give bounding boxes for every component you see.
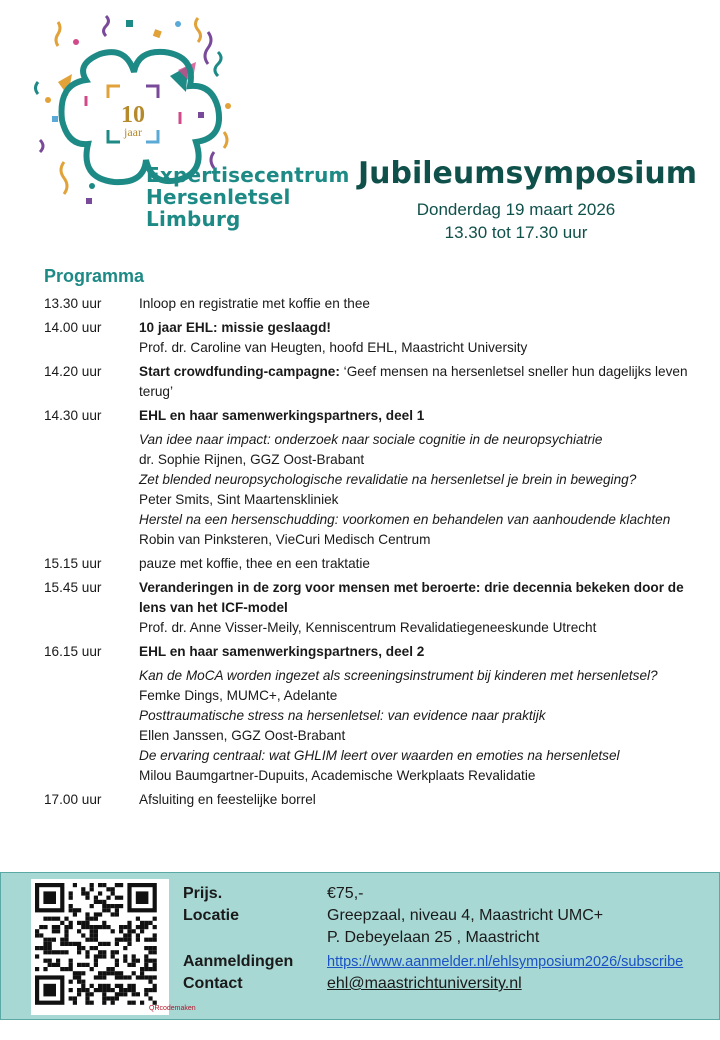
contact-label: Contact bbox=[183, 975, 243, 992]
program-title: Start crowdfunding-campagne: bbox=[139, 364, 340, 379]
program-time: 14.20 uur bbox=[44, 364, 102, 379]
talk-title: Van idee naar impact: onderzoek naar sociale cognitie in de neuropsychiatrie bbox=[139, 432, 603, 447]
prijs-value: €75,- bbox=[327, 885, 364, 902]
program-time: 17.00 uur bbox=[44, 792, 102, 807]
program-item bbox=[44, 554, 694, 574]
talk-speaker: Robin van Pinksteren, VieCuri Medisch Centrum bbox=[139, 532, 431, 547]
talk-title: Herstel na een hersenschudding: voorkomen en behandelen van aanhoudende klachten bbox=[139, 512, 671, 527]
locatie-label: Locatie bbox=[183, 907, 240, 924]
info-footer bbox=[0, 872, 720, 1020]
qr-code-graphic bbox=[31, 879, 169, 1015]
program-time: 15.45 uur bbox=[44, 580, 102, 595]
prijs-label: Prijs. bbox=[183, 885, 223, 902]
page-title: Jubileumsymposium bbox=[358, 156, 698, 191]
program-title: EHL en haar samenwerkingspartners, deel 1 bbox=[139, 408, 425, 423]
program-time: 15.15 uur bbox=[44, 556, 102, 571]
program-item bbox=[44, 790, 694, 810]
info-labels bbox=[183, 883, 293, 995]
locatie-line2: P. Debeyelaan 25 , Maastricht bbox=[327, 929, 540, 946]
program-item bbox=[44, 362, 694, 402]
info-values bbox=[327, 883, 683, 995]
contact-email-link[interactable]: ehl@maastrichtuniversity.nl bbox=[327, 975, 522, 992]
talk-title: Kan de MoCA worden ingezet als screeningsinstrument bij kinderen met hersenletsel? bbox=[139, 668, 658, 683]
qr-code[interactable] bbox=[31, 879, 196, 1015]
program-item bbox=[44, 294, 694, 314]
program-item bbox=[44, 642, 694, 786]
event-time: 13.30 tot 17.30 uur bbox=[444, 223, 588, 242]
talk-speaker: Ellen Janssen, GGZ Oost-Brabant bbox=[139, 728, 346, 743]
logo-badge-number: 10 bbox=[121, 102, 145, 128]
program-time: 14.30 uur bbox=[44, 408, 102, 423]
program-item bbox=[44, 318, 694, 358]
program-title: EHL en haar samenwerkingspartners, deel 2 bbox=[139, 644, 425, 659]
talk-speaker: Milou Baumgartner-Dupuits, Academische Werkplaats Revalidatie bbox=[139, 768, 536, 783]
program-item bbox=[44, 578, 694, 638]
event-date: Donderdag 19 maart 2026 bbox=[416, 200, 616, 219]
talk-speaker: dr. Sophie Rijnen, GGZ Oost-Brabant bbox=[139, 452, 365, 467]
talk-title: De ervaring centraal: wat GHLIM leert over waarden en emoties na hersenletsel bbox=[139, 748, 620, 763]
locatie-line1: Greepzaal, niveau 4, Maastricht UMC+ bbox=[327, 907, 604, 924]
talk-title: Zet blended neuropsychologische revalidatie na hersenletsel je brein in beweging? bbox=[139, 472, 637, 487]
program-title-rest: ‘Geef mensen na hersenletsel sneller hun dagelijks leven terug’ bbox=[139, 364, 688, 399]
program-time: 16.15 uur bbox=[44, 644, 102, 659]
logo-badge-sub: jaar bbox=[124, 125, 142, 139]
program-time: 13.30 uur bbox=[44, 296, 102, 311]
program-speaker: Prof. dr. Caroline van Heugten, hoofd EHL, Maastricht University bbox=[139, 340, 528, 355]
program-title: Afsluiting en feestelijke borrel bbox=[139, 792, 316, 807]
aanmeldingen-label: Aanmeldingen bbox=[183, 953, 294, 970]
program-speaker: Prof. dr. Anne Visser-Meily, Kenniscentrum Revalidatiegeneeskunde Utrecht bbox=[139, 620, 597, 635]
aanmeldingen-link[interactable]: https://www.aanmelder.nl/ehlsymposium2026/subscribe bbox=[327, 954, 684, 970]
programma-heading: Programma bbox=[44, 266, 145, 286]
program-title: pauze met koffie, thee en een traktatie bbox=[139, 556, 370, 571]
program-time: 14.00 uur bbox=[44, 320, 102, 335]
org-name bbox=[146, 164, 350, 230]
program-list bbox=[44, 294, 694, 814]
talk-speaker: Femke Dings, MUMC+, Adelante bbox=[139, 688, 338, 703]
org-name-line1: Expertisecentrum bbox=[146, 163, 350, 187]
program-item bbox=[44, 406, 694, 550]
qr-label: QRcodemaken bbox=[149, 1005, 196, 1012]
program-title: Veranderingen in de zorg voor mensen met beroerte: drie decennia bekeken door de lens van het ICF-model bbox=[139, 580, 684, 615]
program-title: Inloop en registratie met koffie en thee bbox=[139, 296, 370, 311]
org-name-line3: Limburg bbox=[146, 207, 241, 231]
talk-speaker: Peter Smits, Sint Maartenskliniek bbox=[139, 492, 339, 507]
program-title: 10 jaar EHL: missie geslaagd! bbox=[139, 320, 331, 335]
talk-title: Posttraumatische stress na hersenletsel: van evidence naar praktijk bbox=[139, 708, 546, 723]
org-name-line2: Hersenletsel bbox=[146, 185, 291, 209]
